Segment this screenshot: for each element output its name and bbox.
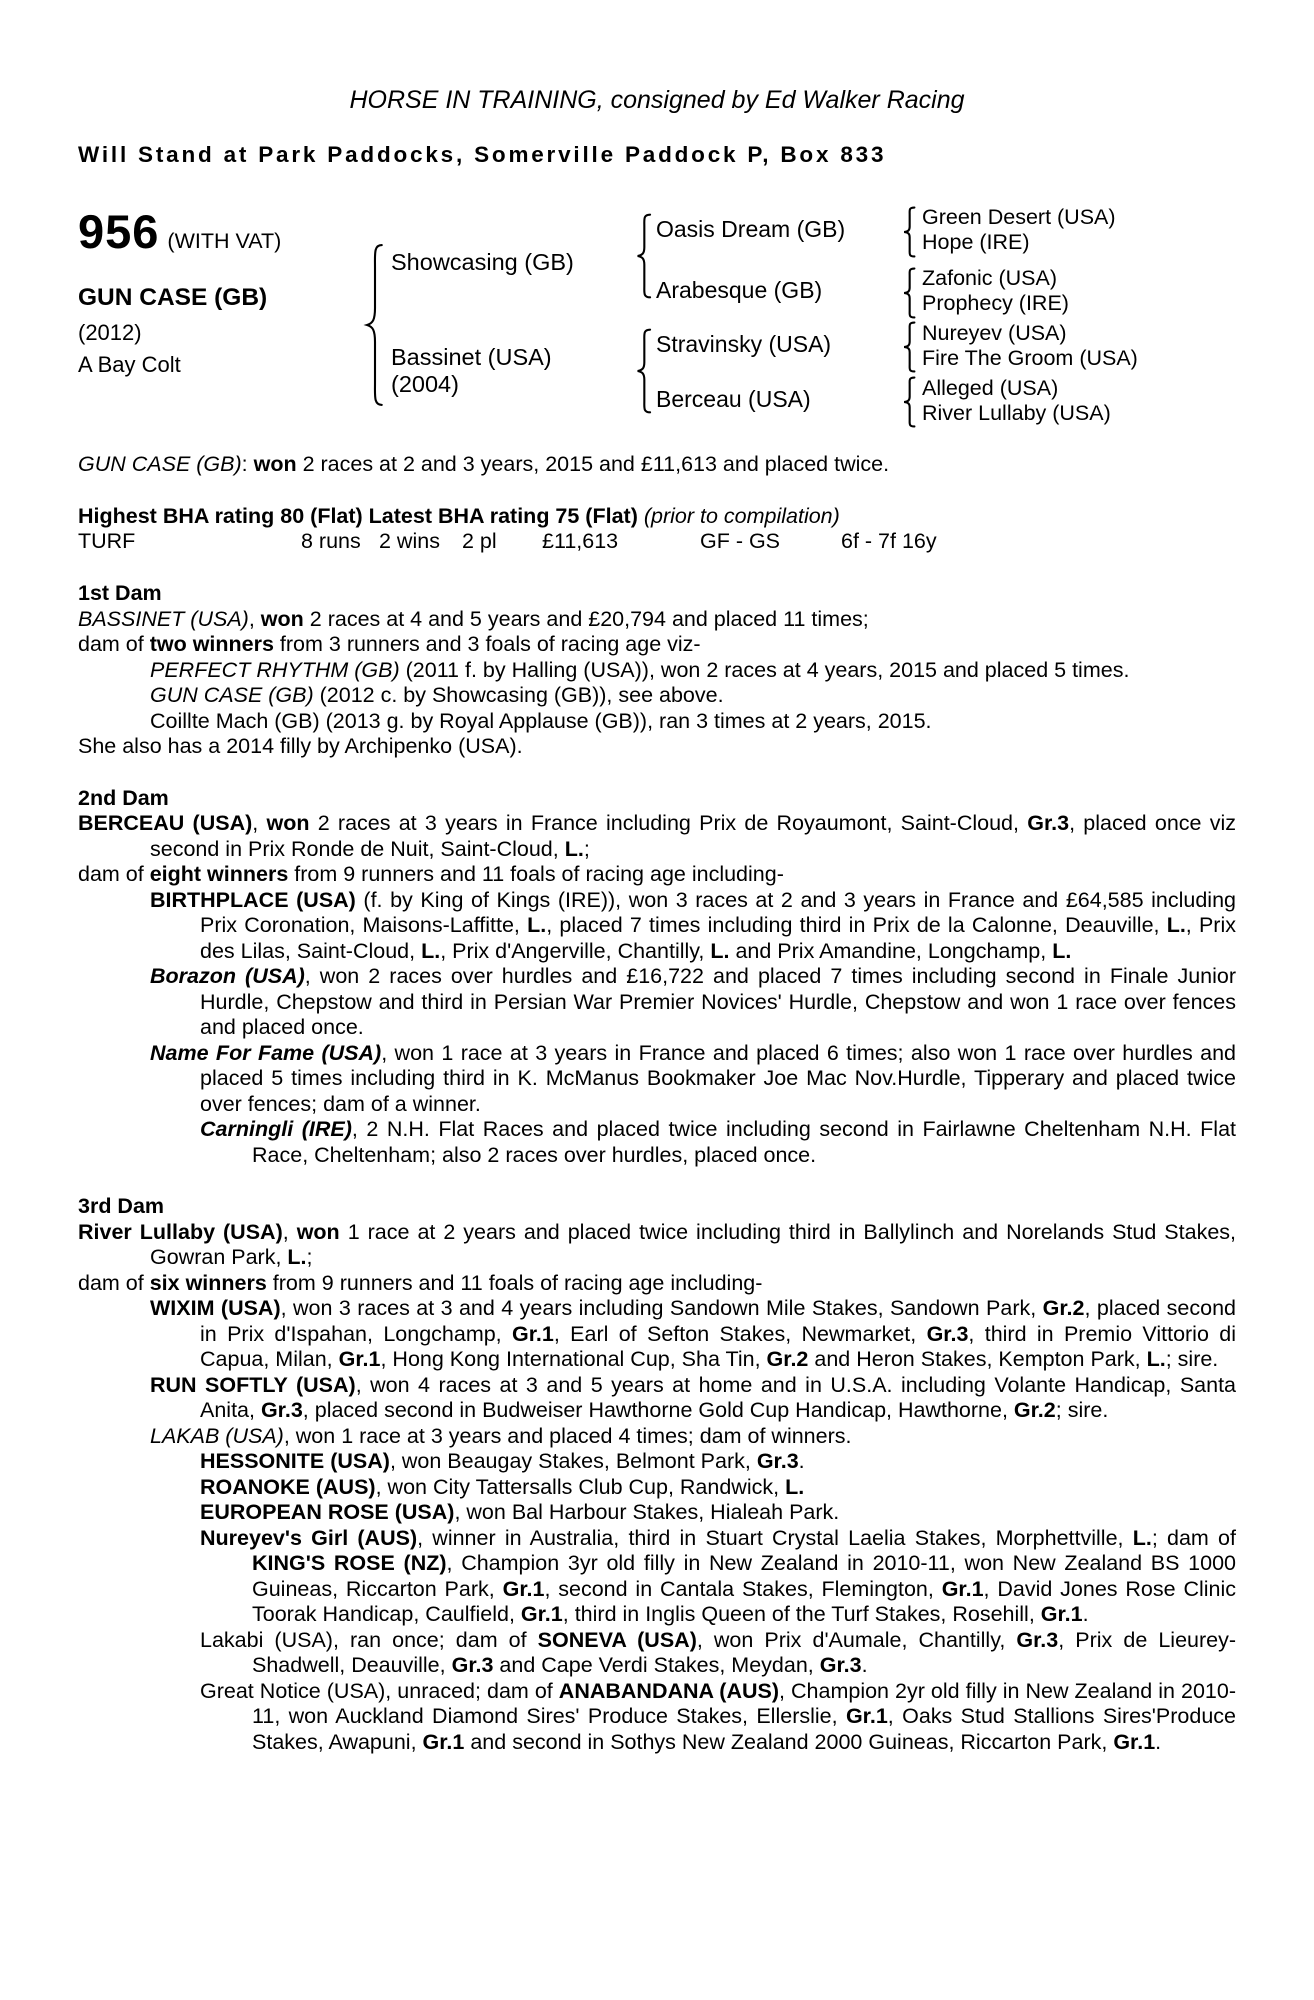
pedigree-paragraph bbox=[78, 1679, 1236, 1756]
text-run: . bbox=[1155, 1729, 1162, 1754]
text-run: Gr.2 bbox=[1013, 1398, 1056, 1422]
turf-cell: 2 pl bbox=[462, 529, 497, 553]
text-run: ; bbox=[583, 836, 590, 861]
turf-cell: 6f - 7f 16y bbox=[841, 529, 937, 553]
catalogue-body bbox=[78, 452, 1236, 1755]
pedigree-paragraph bbox=[78, 1271, 1236, 1297]
text-run: HESSONITE (USA) bbox=[200, 1449, 390, 1473]
text-run: ROANOKE (AUS) bbox=[200, 1474, 376, 1499]
pedigree-paragraph bbox=[78, 658, 1236, 684]
text-run: from 3 runners and 3 foals of racing age viz- bbox=[273, 632, 701, 656]
text-run: ANABANDANA (AUS) bbox=[558, 1678, 780, 1703]
pedigree-paragraph bbox=[78, 811, 1236, 862]
text-run: L. bbox=[1166, 913, 1186, 937]
pedigree-paragraph bbox=[78, 709, 1236, 735]
section-heading: 3rd Dam bbox=[78, 1194, 165, 1218]
text-run: Gr.1 bbox=[1113, 1729, 1156, 1754]
text-run: Gr.2 bbox=[766, 1347, 809, 1371]
text-run: L. bbox=[564, 836, 584, 861]
text-run: Gr.3 bbox=[1016, 1627, 1059, 1652]
text-run: eight winners bbox=[149, 862, 289, 886]
text-run: , won 4 races at 3 and 5 years at home and in U.S.A. including Volante Handicap, Santa Anita, bbox=[200, 1372, 1237, 1422]
text-run: from 9 runners and 11 foals of racing age including- bbox=[266, 1270, 763, 1295]
text-run: six winners bbox=[149, 1270, 267, 1295]
pedigree-ggp-7: Alleged (USA) bbox=[922, 376, 1059, 400]
pedigree-brace-gp2 bbox=[897, 267, 916, 319]
text-run: Gr.3 bbox=[451, 1653, 494, 1677]
page-title: HORSE IN TRAINING, consigned by Ed Walker Racing bbox=[349, 86, 965, 114]
turf-cell: TURF bbox=[78, 529, 136, 553]
text-run: , Earl of Sefton Stakes, Newmarket, bbox=[553, 1321, 927, 1346]
dam-sections bbox=[78, 581, 1236, 1755]
pedigree-ggp-1: Green Desert (USA) bbox=[922, 205, 1116, 229]
text-run: Gr.3 bbox=[260, 1398, 303, 1422]
text-run: , placed second in Prix d'Ispahan, Longchamp, bbox=[200, 1296, 1236, 1346]
text-run: , bbox=[252, 811, 267, 835]
pedigree-paragraph bbox=[78, 1220, 1236, 1271]
text-run: L. bbox=[527, 913, 547, 937]
text-run: 2 races at 2 and 3 years, 2015 and £11,613 and placed twice. bbox=[296, 452, 890, 476]
text-run: Name For Fame (USA) bbox=[150, 1040, 382, 1065]
text-run: , bbox=[282, 1219, 297, 1244]
lot-vat-note: (WITH VAT) bbox=[167, 229, 282, 253]
text-run: , placed second in Budweiser Hawthorne Gold Cup Handicap, Hawthorne, bbox=[302, 1398, 1014, 1422]
pedigree-paragraph bbox=[78, 683, 1236, 709]
text-run: Gr.3 bbox=[926, 1321, 969, 1346]
pedigree-paragraph bbox=[78, 607, 1236, 633]
text-run: Gr.1 bbox=[512, 1321, 554, 1346]
pedigree-paragraph bbox=[78, 1296, 1236, 1373]
text-run: Gr.1 bbox=[338, 1347, 381, 1371]
text-run: Gr.3 bbox=[756, 1449, 799, 1473]
text-run: BIRTHPLACE (USA) bbox=[150, 887, 356, 912]
pedigree-brace-gp4 bbox=[897, 376, 916, 428]
lot-row bbox=[78, 204, 281, 259]
text-run: , Prix des Lilas, Saint-Cloud, bbox=[200, 913, 1236, 963]
text-run: ; sire. bbox=[1055, 1398, 1109, 1422]
pedigree-paragraph bbox=[78, 888, 1236, 965]
section-heading: 1st Dam bbox=[78, 581, 162, 605]
text-run: ; sire. bbox=[1165, 1347, 1219, 1371]
text-run: . bbox=[1082, 1602, 1089, 1626]
pedigree-brace-dam bbox=[629, 327, 652, 415]
lot-number: 956 bbox=[78, 205, 160, 258]
text-run: BASSINET (USA) bbox=[78, 606, 249, 631]
text-run: , Hong Kong International Cup, Sha Tin, bbox=[380, 1347, 767, 1371]
text-run: L. bbox=[421, 938, 441, 963]
text-run: GUN CASE (GB) bbox=[150, 683, 314, 707]
text-run: L. bbox=[287, 1245, 307, 1269]
text-run: Gr.3 bbox=[1027, 811, 1070, 835]
text-run: (prior to compilation) bbox=[643, 503, 840, 528]
text-run: , Champion 2yr old filly in New Zealand in 2010-11, won Auckland Diamond Sires' Produce Stakes, Ellerslie, bbox=[252, 1678, 1236, 1728]
horse-description: A Bay Colt bbox=[78, 352, 181, 377]
pedigree-paragraph bbox=[78, 964, 1236, 1041]
pedigree-ggp-2: Hope (IRE) bbox=[922, 230, 1030, 254]
text-run: (2012 c. by Showcasing (GB)), see above. bbox=[313, 683, 724, 707]
pedigree-paragraph bbox=[78, 1117, 1236, 1168]
text-run: Borazon (USA) bbox=[150, 964, 305, 988]
text-run: ; bbox=[306, 1245, 313, 1269]
text-run: L. bbox=[710, 938, 730, 963]
text-run: , third in Premio Vittorio di Capua, Milan, bbox=[200, 1321, 1236, 1371]
pedigree-paragraph bbox=[78, 1424, 1236, 1450]
text-run: SONEVA (USA) bbox=[537, 1627, 697, 1652]
text-run: , won 1 race at 3 years and placed 4 times; dam of winners. bbox=[283, 1423, 852, 1448]
text-run: L. bbox=[1052, 938, 1072, 963]
text-run: , won 1 race at 3 years in France and placed 6 times; also won 1 race over hurdles and placed 5 times including third in K. McManus Bookmaker Joe Mac Nov.Hurdle, Tipperary and placed twice over fences; dam of a winner. bbox=[200, 1040, 1237, 1116]
text-run: (2011 f. by Halling (USA)), won 2 races at 4 years, 2015 and placed 5 times. bbox=[399, 657, 1130, 682]
text-run: , Oaks Stud Stallions Sires'Produce Stakes, Awapuni, bbox=[252, 1704, 1236, 1754]
dam-section bbox=[78, 1194, 1236, 1755]
pedigree-brace-gp1 bbox=[897, 206, 916, 258]
pedigree-ggp-5: Nureyev (USA) bbox=[922, 321, 1067, 345]
pedigree-sire: Showcasing (GB) bbox=[391, 249, 574, 275]
text-run: won bbox=[296, 1219, 340, 1244]
dam-section bbox=[78, 786, 1236, 1169]
text-run: (f. by King of Kings (IRE)), won 3 races at 2 and 3 years in France and £64,585 including Prix Coronation, Maisons-Laffitte, bbox=[200, 887, 1236, 937]
section-heading: 2nd Dam bbox=[78, 785, 169, 810]
text-run: , second in Cantala Stakes, Flemington, bbox=[544, 1576, 942, 1601]
text-run: Gr.3 bbox=[819, 1653, 862, 1677]
pedigree-paragraph bbox=[78, 1475, 1236, 1501]
text-run: , winner in Australia, third in Stuart Crystal Laelia Stakes, Morphettville, bbox=[417, 1525, 1133, 1550]
horse-foaling-year: (2012) bbox=[78, 320, 142, 345]
pedigree-dam-year: (2004) bbox=[391, 371, 459, 397]
turf-cell: GF - GS bbox=[700, 529, 781, 553]
text-run: She also has a 2014 filly by Archipenko (USA). bbox=[78, 734, 523, 758]
turf-record-row bbox=[78, 529, 1236, 555]
text-run: , bbox=[248, 606, 261, 631]
text-run: , placed once viz second in Prix Ronde de Nuit, Saint-Cloud, bbox=[150, 811, 1236, 861]
bha-rating-line bbox=[78, 504, 1236, 530]
text-run: , 2 N.H. Flat Races and placed twice including second in Fairlawne Cheltenham N.H. Flat Race, Cheltenham; also 2 races over hurdles, placed once. bbox=[252, 1117, 1236, 1167]
text-run: Gr.1 bbox=[502, 1576, 545, 1601]
text-run: dam of bbox=[78, 1270, 150, 1295]
text-run: Carningli (IRE) bbox=[200, 1117, 352, 1141]
text-run: two winners bbox=[149, 632, 274, 656]
text-run: , won 2 races over hurdles and £16,722 and placed 7 times including second in Finale Junior Hurdle, Chepstow and third in Persian War Premier Novices' Hurdle, Chepstow and won 1 race over fences and placed once. bbox=[200, 964, 1237, 1039]
pedigree-paragraph bbox=[78, 1373, 1236, 1424]
text-run: and second in Sothys New Zealand 2000 Guineas, Riccarton Park, bbox=[464, 1729, 1114, 1754]
text-run: WIXIM (USA) bbox=[150, 1296, 281, 1320]
pedigree-dam-dam: Berceau (USA) bbox=[656, 386, 811, 412]
text-run: , Champion 3yr old filly in New Zealand in 2010-11, won New Zealand BS 1000 Guineas, Riccarton Park, bbox=[252, 1551, 1236, 1601]
text-run: PERFECT RHYTHM (GB) bbox=[150, 657, 400, 682]
text-run: , won Bal Harbour Stakes, Hialeah Park. bbox=[454, 1500, 840, 1524]
text-run: and Prix Amandine, Longchamp, bbox=[729, 938, 1053, 963]
text-run: , won City Tattersalls Club Cup, Randwick, bbox=[375, 1474, 786, 1499]
pedigree-dam-sire: Stravinsky (USA) bbox=[656, 331, 832, 357]
text-run: Gr.2 bbox=[1042, 1296, 1085, 1320]
text-run: , won Prix d'Aumale, Chantilly, bbox=[696, 1627, 1017, 1652]
text-run: L. bbox=[785, 1474, 805, 1499]
text-run: dam of bbox=[78, 862, 150, 886]
text-run: . bbox=[861, 1653, 868, 1677]
turf-cell: 2 wins bbox=[379, 529, 440, 553]
turf-cell: 8 runs bbox=[301, 529, 361, 553]
pedigree-brace-sire bbox=[629, 212, 652, 300]
pedigree-sire-sire: Oasis Dream (GB) bbox=[656, 216, 846, 242]
text-run: won bbox=[253, 452, 297, 476]
pedigree-brace-main bbox=[357, 240, 384, 410]
text-run: won bbox=[266, 811, 310, 835]
text-run: BERCEAU (USA) bbox=[78, 811, 253, 835]
pedigree-paragraph bbox=[78, 1041, 1236, 1118]
text-run: , won Beaugay Stakes, Belmont Park, bbox=[389, 1449, 757, 1473]
text-run: RUN SOFTLY (USA) bbox=[150, 1372, 356, 1397]
text-run: Coillte Mach (GB) (2013 g. by Royal Applause (GB)), ran 3 times at 2 years, 2015. bbox=[150, 708, 932, 733]
pedigree-brace-gp3 bbox=[897, 321, 916, 373]
text-run: L. bbox=[1146, 1347, 1166, 1371]
pedigree-paragraph bbox=[78, 1449, 1236, 1475]
pedigree-paragraph bbox=[78, 1526, 1236, 1628]
text-run: , Prix de Lieurey-Shadwell, Deauville, bbox=[252, 1627, 1237, 1677]
turf-cell: £11,613 bbox=[542, 529, 619, 553]
pedigree-paragraph bbox=[78, 1628, 1236, 1679]
pedigree-dam: Bassinet (USA) bbox=[391, 344, 552, 370]
pedigree-ggp-6: Fire The Groom (USA) bbox=[922, 346, 1138, 370]
pedigree-ggp-8: River Lullaby (USA) bbox=[922, 401, 1111, 425]
text-run: dam of bbox=[78, 632, 150, 656]
text-run: River Lullaby (USA) bbox=[78, 1219, 283, 1244]
text-run: . bbox=[798, 1449, 805, 1473]
text-run: Highest BHA rating 80 (Flat) Latest BHA rating 75 (Flat) bbox=[78, 503, 638, 528]
text-run: KING'S ROSE (NZ) bbox=[252, 1551, 447, 1575]
text-run: Nureyev's Girl (AUS) bbox=[200, 1525, 418, 1550]
text-run: Gr.1 bbox=[941, 1576, 984, 1601]
text-run: , third in Inglis Queen of the Turf Stakes, Rosehill, bbox=[562, 1602, 1041, 1626]
pedigree-paragraph bbox=[78, 734, 1236, 760]
text-run: 1 race at 2 years and placed twice including third in Ballylinch and Norelands Stud Stakes, Gowran Park, bbox=[150, 1219, 1237, 1269]
dam-section bbox=[78, 581, 1236, 760]
text-run: EUROPEAN ROSE (USA) bbox=[200, 1500, 455, 1524]
pedigree-paragraph bbox=[78, 862, 1236, 888]
text-run: : bbox=[241, 452, 254, 476]
pedigree-ggp-3: Zafonic (USA) bbox=[922, 266, 1058, 290]
text-run: , won 3 races at 3 and 4 years including Sandown Mile Stakes, Sandown Park, bbox=[280, 1296, 1043, 1320]
text-run: GUN CASE (GB) bbox=[78, 452, 242, 476]
text-run: ; dam of bbox=[1151, 1525, 1236, 1550]
pedigree-paragraph bbox=[78, 632, 1236, 658]
text-run: , David Jones Rose Clinic Toorak Handicap, Caulfield, bbox=[252, 1576, 1237, 1626]
text-run: Great Notice (USA), unraced; dam of bbox=[200, 1678, 559, 1703]
text-run: Gr.1 bbox=[845, 1704, 888, 1728]
text-run: and Heron Stakes, Kempton Park, bbox=[808, 1347, 1147, 1371]
text-run: , placed 7 times including third in Prix de la Calonne, Deauville, bbox=[546, 913, 1167, 937]
text-run: Gr.1 bbox=[422, 1729, 465, 1754]
text-run: 2 races at 3 years in France including Prix de Royaumont, Saint-Cloud, bbox=[309, 811, 1028, 835]
pedigree-paragraph bbox=[78, 1500, 1236, 1526]
text-run: , Prix d'Angerville, Chantilly, bbox=[440, 938, 711, 963]
pedigree-sire-dam: Arabesque (GB) bbox=[656, 277, 823, 303]
text-run: from 9 runners and 11 foals of racing age including- bbox=[288, 862, 784, 886]
race-record-line bbox=[78, 452, 1236, 478]
text-run: L. bbox=[1132, 1525, 1152, 1550]
stand-location-subtitle: Will Stand at Park Paddocks, Somerville Paddock P, Box 833 bbox=[78, 142, 887, 167]
text-run: Gr.1 bbox=[520, 1602, 563, 1626]
text-run: 2 races at 4 and 5 years and £20,794 and placed 11 times; bbox=[303, 606, 869, 631]
pedigree-ggp-4: Prophecy (IRE) bbox=[922, 291, 1069, 315]
horse-name: GUN CASE (GB) bbox=[78, 284, 268, 311]
text-run: LAKAB (USA) bbox=[150, 1423, 284, 1448]
text-run: and Cape Verdi Stakes, Meydan, bbox=[493, 1653, 820, 1677]
text-run: won bbox=[260, 606, 304, 631]
text-run: Gr.1 bbox=[1040, 1602, 1083, 1626]
text-run: Lakabi (USA), ran once; dam of bbox=[200, 1627, 538, 1652]
